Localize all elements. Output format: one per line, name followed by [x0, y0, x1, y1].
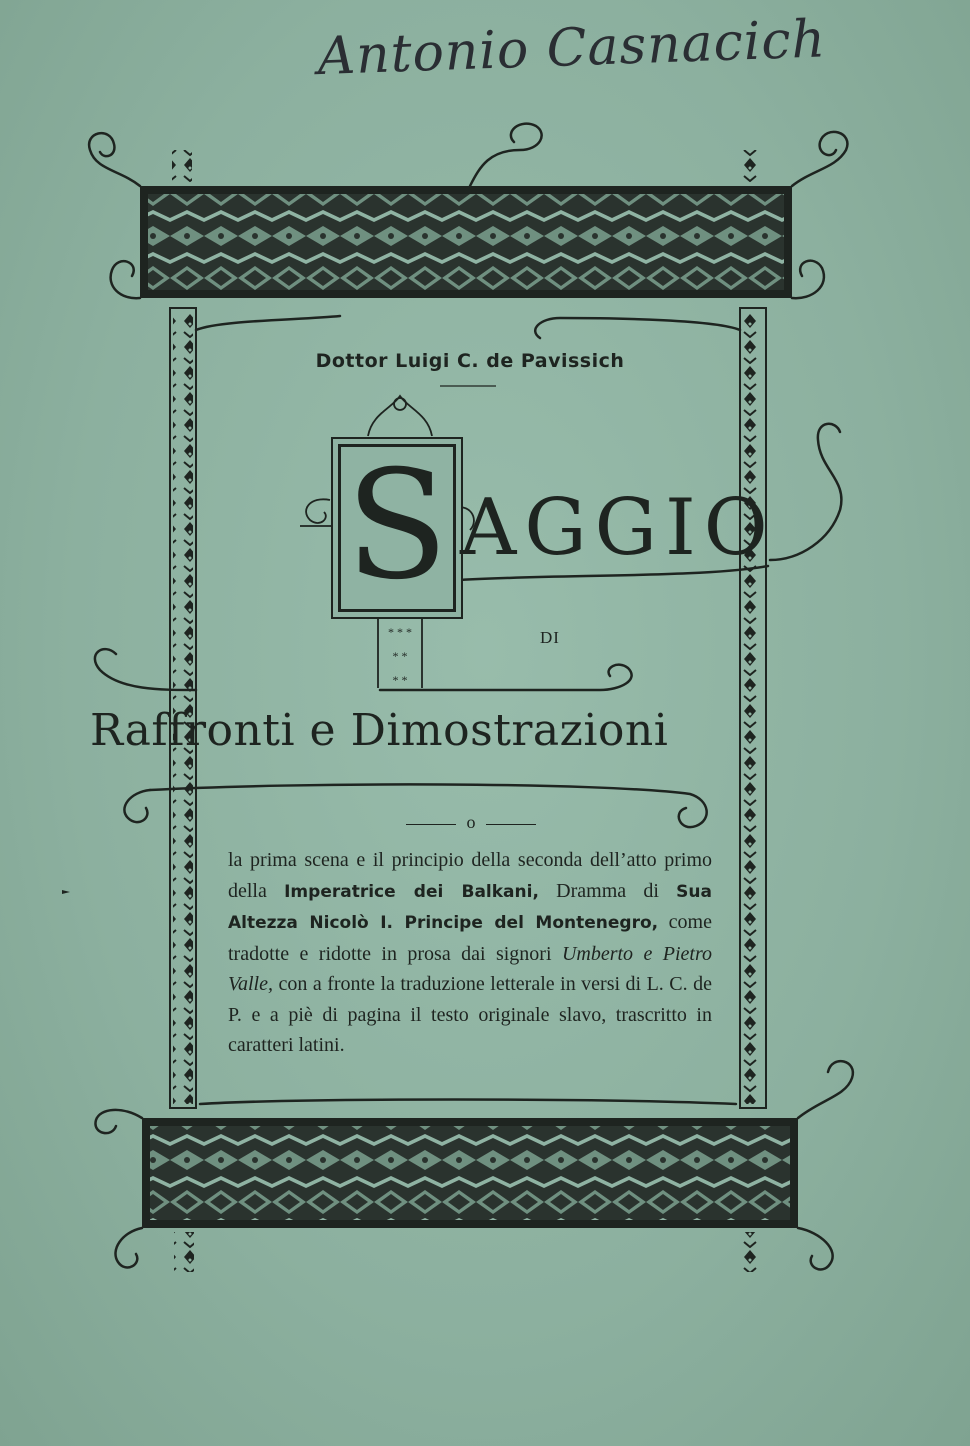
- separator: o: [396, 812, 546, 833]
- initial-stars: [388, 625, 412, 687]
- right-vine-rail: [740, 308, 766, 1108]
- description-paragraph: [228, 845, 712, 1061]
- top-pattern-band: [140, 186, 792, 298]
- handwritten-signature: Antonio Casnacich: [316, 9, 827, 88]
- bottom-pattern-band: [142, 1118, 798, 1228]
- desc-text-2: Dramma di: [538, 879, 677, 902]
- svg-text:* *: * *: [392, 673, 408, 687]
- author-name: Dottor Luigi C. de Pavissich: [315, 350, 625, 372]
- svg-text:* *: * *: [392, 649, 408, 663]
- preposition-di: DI: [540, 628, 560, 647]
- desc-text-4: con a fronte la traduzione letterale in versi di L. C. de P. e a piè di pagina il testo originale slavo, trascritto in caratteri latini.: [228, 973, 712, 1056]
- title-word: AGGIO: [460, 483, 776, 573]
- illuminated-initial-frame: [338, 439, 456, 613]
- subtitle: Raffronti e Dimostrazioni: [90, 705, 669, 756]
- desc-text-3: come tradotte e ridotte in prosa dai signori: [228, 911, 712, 965]
- desc-bold-work-title: Imperatrice dei Balkani,: [284, 881, 539, 902]
- desc-italic-translators: Umberto e Pietro Valle,: [228, 942, 712, 995]
- desc-text-1: la prima scena e il principio della seconda dell’atto primo della: [228, 849, 712, 902]
- title-initial-letter: S: [345, 439, 449, 613]
- svg-text:* * *: * * *: [388, 625, 412, 639]
- desc-bold-author: Sua Altezza Nicolò I. Principe del Montenegro,: [228, 881, 712, 933]
